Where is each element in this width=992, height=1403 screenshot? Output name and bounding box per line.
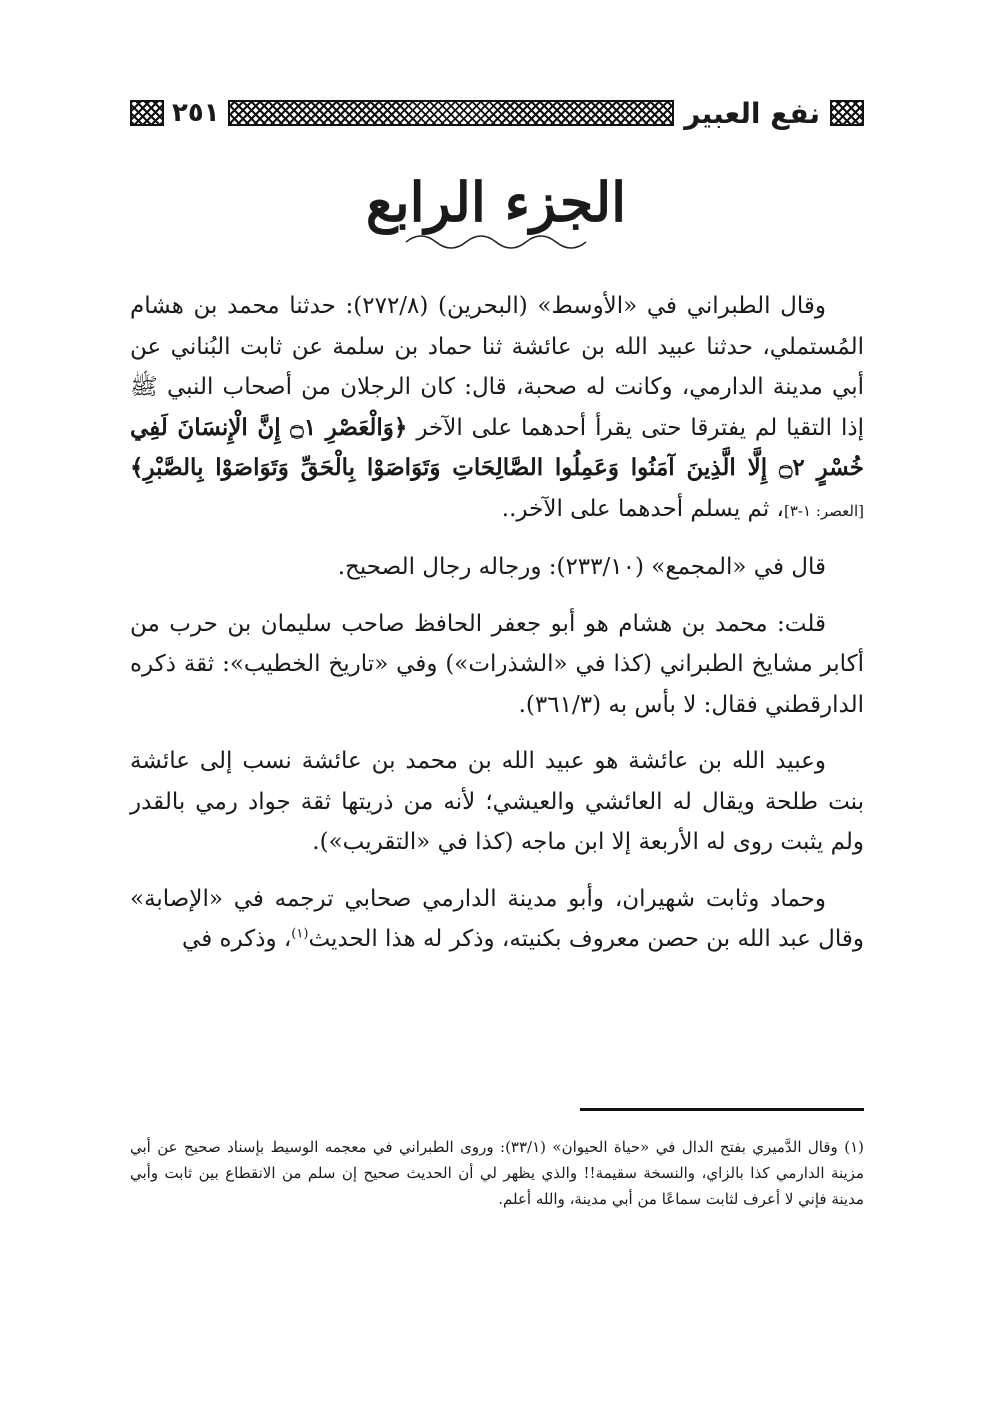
paragraph-text-end: ، ثم يسلم أحدهما على الآخر.. — [501, 495, 784, 522]
footnote-marker[interactable]: (١) — [291, 926, 309, 942]
running-header — [130, 92, 864, 134]
book-title: نفع العبير — [684, 96, 820, 130]
header-ornament-band — [228, 100, 675, 126]
part-title — [296, 160, 696, 260]
footnote-divider — [580, 1108, 864, 1111]
footnotes — [130, 1134, 864, 1212]
paragraph-majma: قال في «المجمع» (٢٣٣/١٠): ورجاله رجال الصحيح. — [337, 554, 826, 580]
verse-reference: [العصر: ١-٣] — [784, 501, 864, 520]
quran-verse: ﴿وَالْعَصْرِ ۝١ إِنَّ الْإِنسَانَ لَفِي خُسْرٍ ۝٢ إِلَّا الَّذِينَ آمَنُوا وَعَمِلُوا الصَّالِحَاتِ وَتَوَاصَوْا بِالْحَقِّ وَتَوَاصَوْا بِالصَّبْرِ﴾ — [130, 413, 865, 481]
paragraph-hammad-thabit — [130, 879, 864, 960]
paragraph-muhammad-hisham: قلت: محمد بن هشام هو أبو جعفر الحافظ صاحب سليمان بن حرب من أكابر مشايخ الطبراني (كذا في «الشذرات») وفي «تاريخ الخطيب»: ثقة ذكره الدارقطني فقال: لا بأس به (٣٦١/٣). — [130, 610, 864, 718]
page-number: ٢٥١ — [172, 98, 220, 128]
main-text — [130, 286, 864, 976]
paragraph-ubaydullah: وعبيد الله بن عائشة هو عبيد الله بن محمد بن عائشة نسب إلى عائشة بنت طلحة ويقال له العائشي والعيشي؛ لأنه من ذريتها ثقة جواد رمي بالقدر ولم يثبت روى له الأربعة إلا ابن ماجه (كذا في «التقريب»). — [130, 748, 864, 855]
title-flourish-ornament — [396, 230, 596, 254]
paragraph-text: وقال الطبراني في «الأوسط» (البحرين) (٢٧٢/٨): حدثنا محمد بن هشام المُستملي، حدثنا عبيد الله بن عائشة ثنا حماد بن سلمة عن ثابت البُناني عن أبي مدينة الدارمي، وكانت له صحبة، قال: كان الرجلان من أصحاب النبي ﷺ إذا التقيا لم يفترقا حتى يقرأ أحدهما على الآخر — [130, 293, 864, 441]
part-title-text: الجزء الرابع — [365, 170, 627, 234]
header-ornament-right — [830, 100, 864, 126]
header-ornament-left — [130, 100, 164, 126]
paragraph-text: وحماد وثابت شهيران، وأبو مدينة الدارمي صحابي ترجمه في «الإصابة» وقال عبد الله بن حصن معروف بكنيته، وذكر له هذا الحديث — [130, 885, 864, 952]
footnote-1: (١) وقال الدَّميري بفتح الدال في «حياة الحيوان» (٣٣/١): وروى الطبراني في معجمه الوسيط بإسناد صحيح عن أبي مزينة الدارمي كذا بالزاي، والنسخة سقيمة!! والذي يظهر لي أن الحديث صحيح إن سلم من الانقطاع بين ثابت وأبي مدينة فإني لا أعرف لثابت سماعًا من أبي مدينة، والله أعلم. — [130, 1138, 864, 1208]
paragraph-text-end: ، وذكره في — [182, 926, 292, 952]
paragraph-tabarani — [130, 286, 864, 531]
